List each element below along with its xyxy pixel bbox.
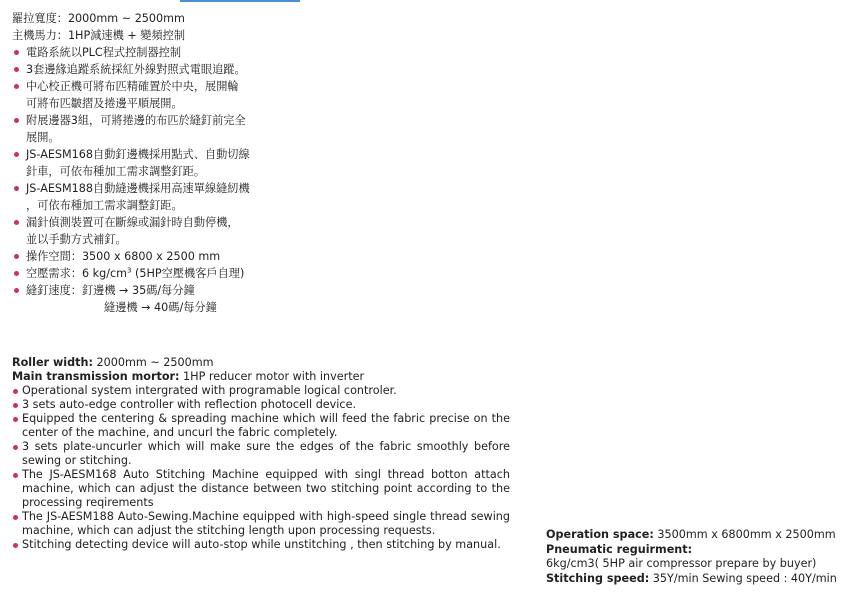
header-accent-line — [180, 0, 300, 2]
zh-bullet-8: 操作空間：3500 x 6800 x 2500 mm — [12, 248, 312, 265]
stitching-speed-value: 35Y/min Sewing speed : 40Y/min — [649, 571, 837, 585]
zh-bullet-6: JS-AESM188自動縫邊機採用高速單線縫紉機 — [12, 180, 312, 197]
pneumatic-value: 6kg/cm3( 5HP air compressor prepare by buyer) — [546, 557, 817, 570]
stitching-speed — [546, 572, 851, 587]
en-roller-label: Roller width: — [12, 356, 93, 369]
zh-roller-width: 羅拉寬度：2000mm ~ 2500mm — [12, 12, 185, 25]
en-bullet-3: Equipped the centering & spreading machine which will feed the fabric precise on the center of the machine, and uncurl the fabric completely. — [12, 412, 510, 440]
zh-bullet-3-cont: 可將布匹皺摺及捲邊平順展開。 — [26, 97, 183, 110]
operation-space-label: Operation space: — [546, 528, 654, 541]
operation-space-value: 3500mm x 6800mm x 2500mm — [653, 528, 836, 541]
zh-air-post: (5HP空壓機客戶自理) — [131, 267, 245, 280]
zh-bullet-2: 3套邊緣追蹤系統採紅外線對照式電眼追蹤。 — [12, 61, 312, 78]
en-main-motor — [12, 370, 510, 384]
chinese-spec-list — [12, 10, 312, 316]
en-bullet-5: The JS-AESM168 Auto Stitching Machine equipped with singl thread botton attach machine, which can adjust the distance between two stitching point according to the processing reqirements — [12, 468, 510, 510]
zh-bullet-4-cont: 展開。 — [26, 131, 60, 144]
zh-air-sup: 3 — [127, 266, 132, 275]
en-motor-label: Main transmission mortor: — [12, 370, 180, 383]
operation-space — [546, 528, 851, 543]
en-bullet-6: The JS-AESM188 Auto-Sewing.Machine equipped with high-speed single thread sewing machine, which can adjust the stitching length upon processing requests. — [12, 510, 510, 538]
zh-bullet-1: 電路系統以PLC程式控制器控制 — [12, 44, 312, 61]
pneumatic-label: Pneumatic reguirment: — [546, 542, 693, 556]
stitching-speed-label: Stitching speed: — [546, 571, 650, 585]
en-roller-width — [12, 356, 510, 370]
zh-bullet-4: 附展邊器3組，可將捲邊的布匹於縫釘前完全 — [12, 112, 312, 129]
en-motor-value: 1HP reducer motor with inverter — [179, 370, 365, 383]
zh-air-pre: 空壓需求：6 kg/cm — [26, 267, 128, 280]
zh-bullet-5: JS-AESM168自動釘邊機採用點式、自動切線 — [12, 146, 312, 163]
en-roller-value: 2000mm ~ 2500mm — [92, 356, 214, 369]
right-spec-block — [546, 528, 851, 586]
pneumatic-label-line — [546, 543, 851, 558]
zh-bullet-10: 縫釘速度：釘邊機 → 35碼/每分鐘 — [12, 282, 312, 299]
en-bullet-2: 3 sets auto-edge controller with reflection photocell device. — [12, 398, 510, 412]
zh-bullet-9 — [12, 265, 312, 282]
english-spec-list — [12, 356, 510, 552]
zh-bullet-7: 漏針偵測裝置可在斷線或漏針時自動停機， — [12, 214, 312, 231]
zh-bullet-10-cont: 縫邊機 → 40碼/每分鐘 — [104, 301, 217, 314]
zh-bullet-7-cont: 並以手動方式補釘。 — [26, 233, 127, 246]
zh-bullet-5-cont: 針車，可依布種加工需求調整釘距。 — [26, 165, 206, 178]
en-bullet-1: Operational system intergrated with programable logical controler. — [12, 384, 510, 398]
zh-main-power: 主機馬力：1HP減速機 + 變頻控制 — [12, 29, 186, 42]
zh-bullet-3: 中心校正機可將布匹精確置於中央，展開輪 — [12, 78, 312, 95]
en-bullet-7: Stitching detecting device will auto-stop while unstitching , then stitching by manual. — [12, 538, 510, 552]
zh-bullet-6-cont: ，可依布種加工需求調整釘距。 — [26, 199, 183, 212]
en-bullet-4: 3 sets plate-uncurler which will make sure the edges of the fabric smoothly before sewing or stitching. — [12, 440, 510, 468]
